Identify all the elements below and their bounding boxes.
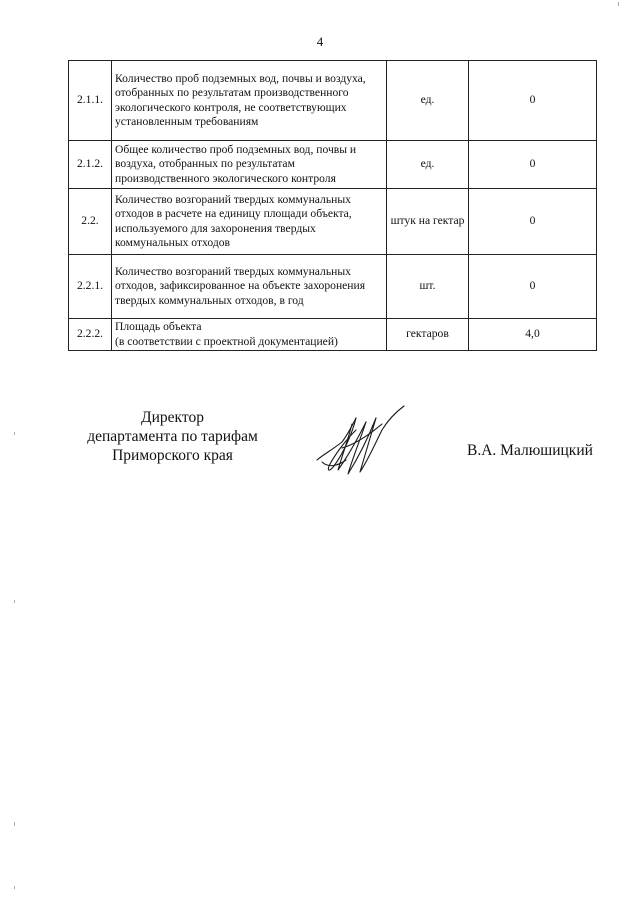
row-value: 0 xyxy=(469,255,597,319)
table-row xyxy=(69,319,597,351)
table-row xyxy=(69,61,597,141)
row-description: Количество возгораний твердых коммунальных отходов, зафиксированное на объекте захоронения твердых коммунальных отходов, в год xyxy=(112,255,387,319)
row-number: 2.2. xyxy=(69,189,112,255)
position-line: департамента по тарифам xyxy=(87,428,258,445)
row-value: 0 xyxy=(469,61,597,141)
row-number: 2.2.1. xyxy=(69,255,112,319)
signer-name: В.А. Малюшицкий xyxy=(467,442,593,459)
page-number: 4 xyxy=(316,34,324,49)
row-number: 2.1.2. xyxy=(69,141,112,189)
table-row xyxy=(69,141,597,189)
row-description xyxy=(112,319,387,351)
scan-artifact xyxy=(14,432,15,435)
row-unit: штук на гектар xyxy=(387,189,469,255)
table-row xyxy=(69,255,597,319)
handwritten-signature xyxy=(312,404,412,486)
scan-artifact xyxy=(14,600,15,603)
row-number: 2.2.2. xyxy=(69,319,112,351)
row-description: Общее количество проб подземных вод, почвы и воздуха, отобранных по результатам производственного экологического контроля xyxy=(112,141,387,189)
row-number: 2.1.1. xyxy=(69,61,112,141)
row-unit: ед. xyxy=(387,61,469,141)
row-value: 4,0 xyxy=(469,319,597,351)
signer-position xyxy=(60,408,285,465)
row-unit: гектаров xyxy=(387,319,469,351)
scan-artifact xyxy=(14,886,15,889)
description-line: (в соответствии с проектной документацией) xyxy=(115,334,338,348)
scan-artifact xyxy=(14,822,15,826)
table-row xyxy=(69,189,597,255)
row-value: 0 xyxy=(469,189,597,255)
position-line: Приморского края xyxy=(112,447,233,464)
indicators-table xyxy=(68,60,597,351)
row-unit: шт. xyxy=(387,255,469,319)
row-description: Количество возгораний твердых коммунальных отходов в расчете на единицу площади объекта, используемого для захоронения твердых коммунальных отходов xyxy=(112,189,387,255)
description-line: Площадь объекта xyxy=(115,320,202,334)
position-line: Директор xyxy=(141,409,204,426)
signature-block xyxy=(0,408,640,498)
scan-artifact xyxy=(618,2,619,6)
row-description: Количество проб подземных вод, почвы и воздуха, отобранных по результатам производственного экологического контроля, не соответствующих установленным требованиям xyxy=(112,61,387,141)
row-unit: ед. xyxy=(387,141,469,189)
row-value: 0 xyxy=(469,141,597,189)
